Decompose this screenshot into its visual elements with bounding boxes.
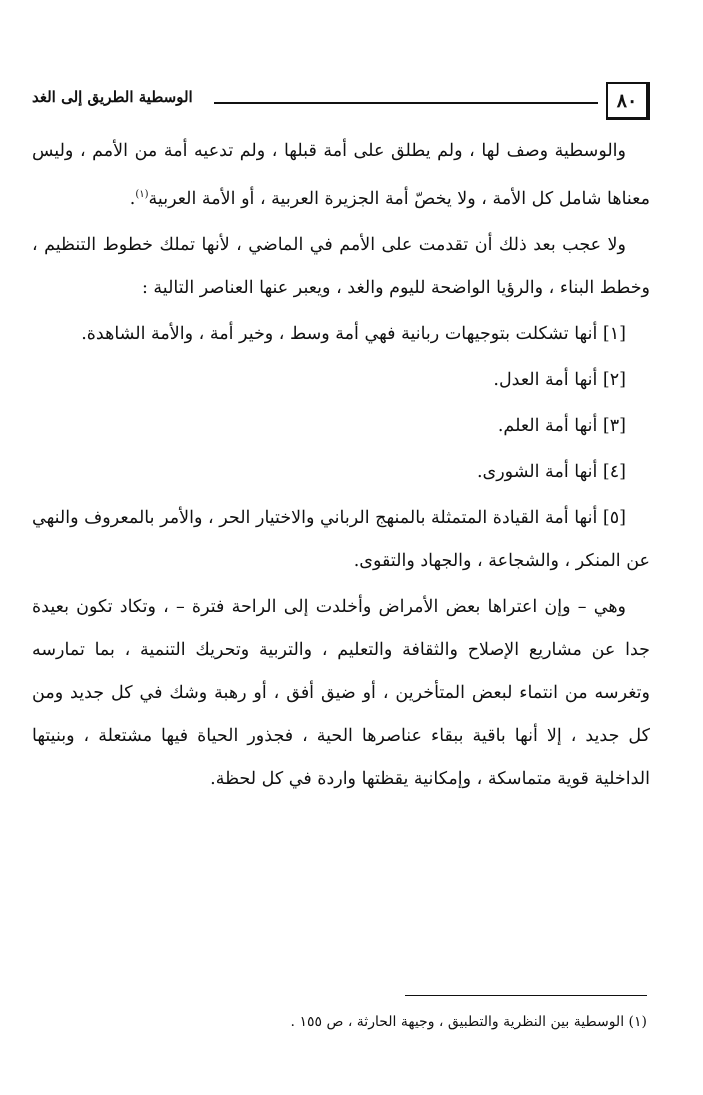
list-item-1: [١] أنها تشكلت بتوجيهات ربانية فهي أمة وسط ، وخير أمة ، والأمة الشاهدة.	[81, 323, 626, 344]
header-rule	[214, 102, 598, 104]
list-item-5: [٥] أنها أمة القيادة المتمثلة بالمنهج الرباني والاختيار الحر ، والأمر بالمعروف والنهي عن المنكر ، والشجاعة ، والجهاد والتقوى.	[32, 507, 650, 571]
list-item-4: [٤] أنها أمة الشورى.	[476, 461, 626, 482]
footnote-separator	[405, 995, 647, 996]
paragraph-1	[32, 130, 650, 221]
paragraph-1-text: والوسطية وصف لها ، ولم يطلق على أمة قبلها ، ولم تدعيه أمة من الأمم ، وليس معناها شامل كل الأمة ، ولا يخصّ أمة الجزيرة العربية ، أو الأمة العربية	[32, 141, 650, 209]
page-header	[32, 82, 650, 122]
paragraph-2: ولا عجب بعد ذلك أن تقدمت على الأمم في الماضي ، لأنها تملك خطوط التنظيم ، وخطط البناء ، والرؤيا الواضحة لليوم والغد ، ويعبر عنها العناصر التالية :	[32, 234, 650, 298]
body-text	[32, 130, 650, 804]
page-number: ٨٠	[606, 82, 650, 120]
footnote: (١) الوسطية بين النظرية والتطبيق ، وجيهة الحارثة ، ص ١٥٥ .	[290, 1014, 647, 1030]
running-title: الوسطية الطريق إلى الغد	[32, 88, 193, 106]
paragraph-3: وهي – وإن اعتراها بعض الأمراض وأخلدت إلى الراحة فترة – ، وتكاد تكون بعيدة جدا عن مشاريع الإصلاح والثقافة والتعليم ، والتربية وتحريك التنمية ، بما تمارسه وتغرسه من انتماء لبعض المتأخرين ، أو ضيق أفق ، أو رهبة وشك في كل جديد ومن كل جديد ، إلا أنها باقية ببقاء عناصرها الحية ، فجذور الحياة فيها مشتعلة ، وبنيتها الداخلية قوية متماسكة ، وإمكانية يقظتها واردة في كل لحظة.	[32, 596, 650, 789]
paragraph-1-tail: .	[129, 188, 136, 209]
list-item-2: [٢] أنها أمة العدل.	[493, 369, 626, 390]
footnote-ref[interactable]: (١)	[135, 189, 149, 200]
list-item-3: [٣] أنها أمة العلم.	[497, 415, 626, 436]
